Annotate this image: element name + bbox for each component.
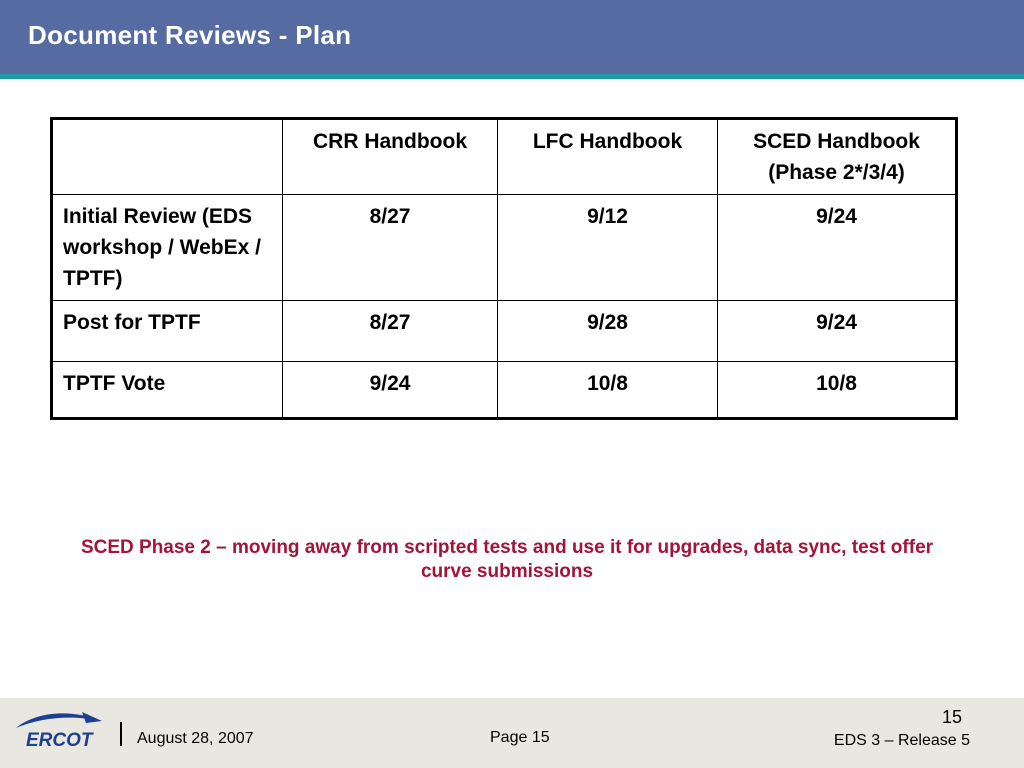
title-accent-line bbox=[0, 74, 1024, 79]
table-cell: 9/28 bbox=[498, 301, 718, 362]
footer-divider bbox=[120, 722, 122, 746]
review-plan-table bbox=[50, 117, 958, 420]
table-header-cell: CRR Handbook bbox=[283, 119, 498, 195]
table-cell: 8/27 bbox=[283, 301, 498, 362]
table-cell: 9/24 bbox=[283, 362, 498, 419]
table-cell: 9/12 bbox=[498, 195, 718, 301]
ercot-logo bbox=[12, 708, 104, 754]
table-row bbox=[52, 301, 957, 362]
table-cell: 9/24 bbox=[718, 301, 957, 362]
footer-release: EDS 3 – Release 5 bbox=[833, 732, 970, 749]
table-cell: 10/8 bbox=[718, 362, 957, 419]
table-header-cell: SCED Handbook (Phase 2*/3/4) bbox=[718, 119, 957, 195]
table-row bbox=[52, 362, 957, 419]
row-label: Post for TPTF bbox=[52, 301, 283, 362]
row-label: TPTF Vote bbox=[52, 362, 283, 419]
slide-title: Document Reviews - Plan bbox=[28, 20, 352, 50]
slide-number: 15 bbox=[941, 707, 962, 727]
table-cell: 8/27 bbox=[283, 195, 498, 301]
row-label: Initial Review (EDS workshop / WebEx / TPTF) bbox=[52, 195, 283, 301]
table-cell: 10/8 bbox=[498, 362, 718, 419]
logo-text: ERCOT bbox=[26, 730, 93, 751]
sced-phase-note: SCED Phase 2 – moving away from scripted tests and use it for upgrades, data sync, test offer curve submissions bbox=[80, 537, 934, 582]
footer-page-label: Page 15 bbox=[490, 729, 550, 746]
table-cell: 9/24 bbox=[718, 195, 957, 301]
table-header-row bbox=[52, 119, 957, 195]
table-header-cell bbox=[52, 119, 283, 195]
footer-date: August 28, 2007 bbox=[137, 730, 254, 747]
table-header-cell: LFC Handbook bbox=[498, 119, 718, 195]
table-row bbox=[52, 195, 957, 301]
